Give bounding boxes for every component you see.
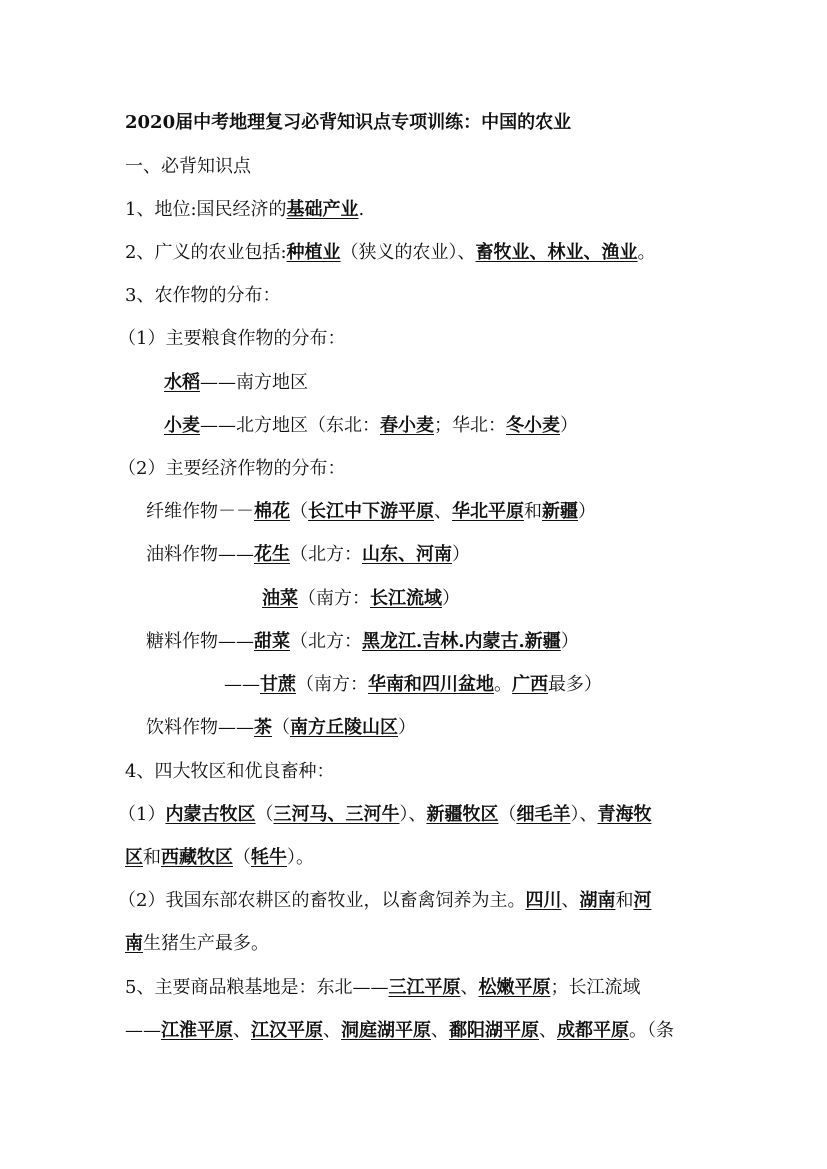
subheading-3-2: （2）主要经济作物的分布： bbox=[118, 458, 346, 479]
keyword: 甜菜 bbox=[254, 631, 290, 652]
keyword: 细毛羊 bbox=[516, 804, 571, 825]
text: （ bbox=[272, 717, 290, 738]
text: 纤维作物－－ bbox=[146, 501, 254, 522]
text: 。 bbox=[494, 674, 512, 695]
wheat-line bbox=[164, 413, 578, 439]
keyword: 花生 bbox=[254, 544, 290, 565]
keyword: 四川 bbox=[525, 890, 562, 911]
paragraph-4-1-line-1 bbox=[118, 802, 651, 828]
text: ） bbox=[560, 415, 578, 436]
text: （ bbox=[233, 847, 251, 868]
text: 生猪生产最多。 bbox=[143, 933, 269, 954]
keyword: 黑龙江.吉林.内蒙古.新疆 bbox=[362, 631, 561, 652]
drink-line bbox=[146, 715, 416, 741]
sugar-line-2 bbox=[224, 672, 602, 698]
text: 糖料作物—— bbox=[146, 631, 254, 652]
text: 、 bbox=[431, 1020, 449, 1041]
text: 、 bbox=[323, 1020, 341, 1041]
paragraph-5-line-1 bbox=[125, 975, 640, 1001]
keyword: 华南和四川盆地 bbox=[368, 674, 494, 695]
sugar-line-1 bbox=[146, 629, 579, 655]
keyword: 江淮平原 bbox=[161, 1020, 233, 1041]
subheading-3-1: （1）主要粮食作物的分布： bbox=[118, 328, 346, 349]
keyword: 河 bbox=[633, 890, 652, 911]
keyword: 水稻 bbox=[164, 372, 200, 393]
keyword: 甘蔗 bbox=[260, 674, 296, 695]
section-heading: 一、必背知识点 bbox=[125, 156, 251, 177]
text: ）、 bbox=[570, 804, 598, 825]
text: —— bbox=[125, 1020, 161, 1041]
text: （1） bbox=[118, 804, 166, 825]
keyword: 新疆牧区 bbox=[426, 804, 499, 825]
paragraph-1 bbox=[125, 197, 364, 223]
text: （2）我国东部农耕区的畜牧业，以畜禽饲养为主。 bbox=[118, 890, 526, 911]
text: ） bbox=[578, 501, 596, 522]
text: 饮料作物—— bbox=[146, 717, 254, 738]
text: 、 bbox=[561, 890, 580, 911]
keyword: 三河马、三河牛 bbox=[273, 804, 400, 825]
keyword: 茶 bbox=[254, 717, 272, 738]
keyword: 棉花 bbox=[254, 501, 290, 522]
text: 2、广义的农业包括: bbox=[125, 242, 287, 263]
keyword: 牦牛 bbox=[251, 847, 287, 868]
text: （北方： bbox=[290, 544, 362, 565]
keyword: 油菜 bbox=[262, 588, 298, 609]
text: . bbox=[358, 199, 365, 220]
keyword: 江汉平原 bbox=[251, 1020, 323, 1041]
keyword: 冬小麦 bbox=[506, 415, 560, 436]
text: 、 bbox=[539, 1020, 557, 1041]
keyword: 区 bbox=[125, 847, 143, 868]
text: ） bbox=[398, 717, 416, 738]
text: （ bbox=[290, 501, 308, 522]
keyword: 华北平原 bbox=[452, 501, 524, 522]
text: ） bbox=[452, 544, 470, 565]
keyword: 山东、河南 bbox=[362, 544, 452, 565]
text: ——南方地区 bbox=[200, 372, 308, 393]
text: （北方： bbox=[290, 631, 362, 652]
keyword: 三江平原 bbox=[388, 977, 461, 998]
text: 和 bbox=[615, 890, 634, 911]
keyword: 松嫩平原 bbox=[478, 977, 551, 998]
text: （ bbox=[498, 804, 517, 825]
text: 。（条 bbox=[629, 1020, 674, 1041]
text: （狭义的农业）、 bbox=[340, 242, 476, 263]
text: 、 bbox=[460, 977, 479, 998]
paragraph-2 bbox=[125, 240, 656, 266]
paragraph-5-line-2 bbox=[125, 1018, 674, 1044]
text: （ bbox=[255, 804, 274, 825]
keyword: 成都平原 bbox=[557, 1020, 629, 1041]
text: 最多） bbox=[548, 674, 602, 695]
keyword: 基础产业 bbox=[286, 199, 359, 220]
keyword: 内蒙古牧区 bbox=[165, 804, 256, 825]
text: 、 bbox=[233, 1020, 251, 1041]
keyword: 南方丘陵山区 bbox=[290, 717, 398, 738]
text: 、 bbox=[434, 501, 452, 522]
keyword: 洞庭湖平原 bbox=[341, 1020, 431, 1041]
oil-line-2 bbox=[262, 586, 460, 612]
page-title: 2020届中考地理复习必背知识点专项训练：中国的农业 bbox=[125, 112, 572, 133]
text: 5、主要商品粮基地是：东北—— bbox=[125, 977, 389, 998]
text: ；华北： bbox=[434, 415, 506, 436]
text: 1、地位:国民经济的 bbox=[125, 199, 287, 220]
text: ） bbox=[442, 588, 460, 609]
text: （南方： bbox=[298, 588, 370, 609]
text: 油料作物—— bbox=[146, 544, 254, 565]
text: 和 bbox=[524, 501, 542, 522]
text: ）。 bbox=[287, 847, 314, 868]
keyword: 新疆 bbox=[542, 501, 578, 522]
text: 。 bbox=[637, 242, 656, 263]
paragraph-3: 3、农作物的分布： bbox=[125, 285, 281, 306]
keyword: 南 bbox=[125, 933, 143, 954]
text: 和 bbox=[143, 847, 161, 868]
keyword: 春小麦 bbox=[380, 415, 434, 436]
keyword: 湖南 bbox=[579, 890, 616, 911]
keyword: 青海牧 bbox=[597, 804, 652, 825]
keyword: 鄱阳湖平原 bbox=[449, 1020, 539, 1041]
keyword: 畜牧业、林业、渔业 bbox=[475, 242, 638, 263]
keyword: 长江流域 bbox=[370, 588, 442, 609]
paragraph-4: 4、四大牧区和优良畜种： bbox=[125, 761, 335, 782]
text: —— bbox=[224, 674, 260, 695]
keyword: 长江中下游平原 bbox=[308, 501, 434, 522]
text: ；长江流域 bbox=[550, 977, 641, 998]
text: ——北方地区（东北： bbox=[200, 415, 380, 436]
keyword: 广西 bbox=[512, 674, 548, 695]
fiber-line bbox=[146, 499, 596, 525]
paragraph-4-2-line-2 bbox=[125, 931, 269, 957]
oil-line-1 bbox=[146, 542, 470, 568]
keyword: 种植业 bbox=[286, 242, 341, 263]
keyword: 西藏牧区 bbox=[161, 847, 233, 868]
paragraph-4-2-line-1 bbox=[118, 888, 651, 914]
text: （南方： bbox=[296, 674, 368, 695]
keyword: 小麦 bbox=[164, 415, 200, 436]
rice-line bbox=[164, 370, 308, 396]
paragraph-4-1-line-2 bbox=[125, 845, 314, 871]
text: ） bbox=[560, 631, 579, 652]
text: ）、 bbox=[399, 804, 427, 825]
